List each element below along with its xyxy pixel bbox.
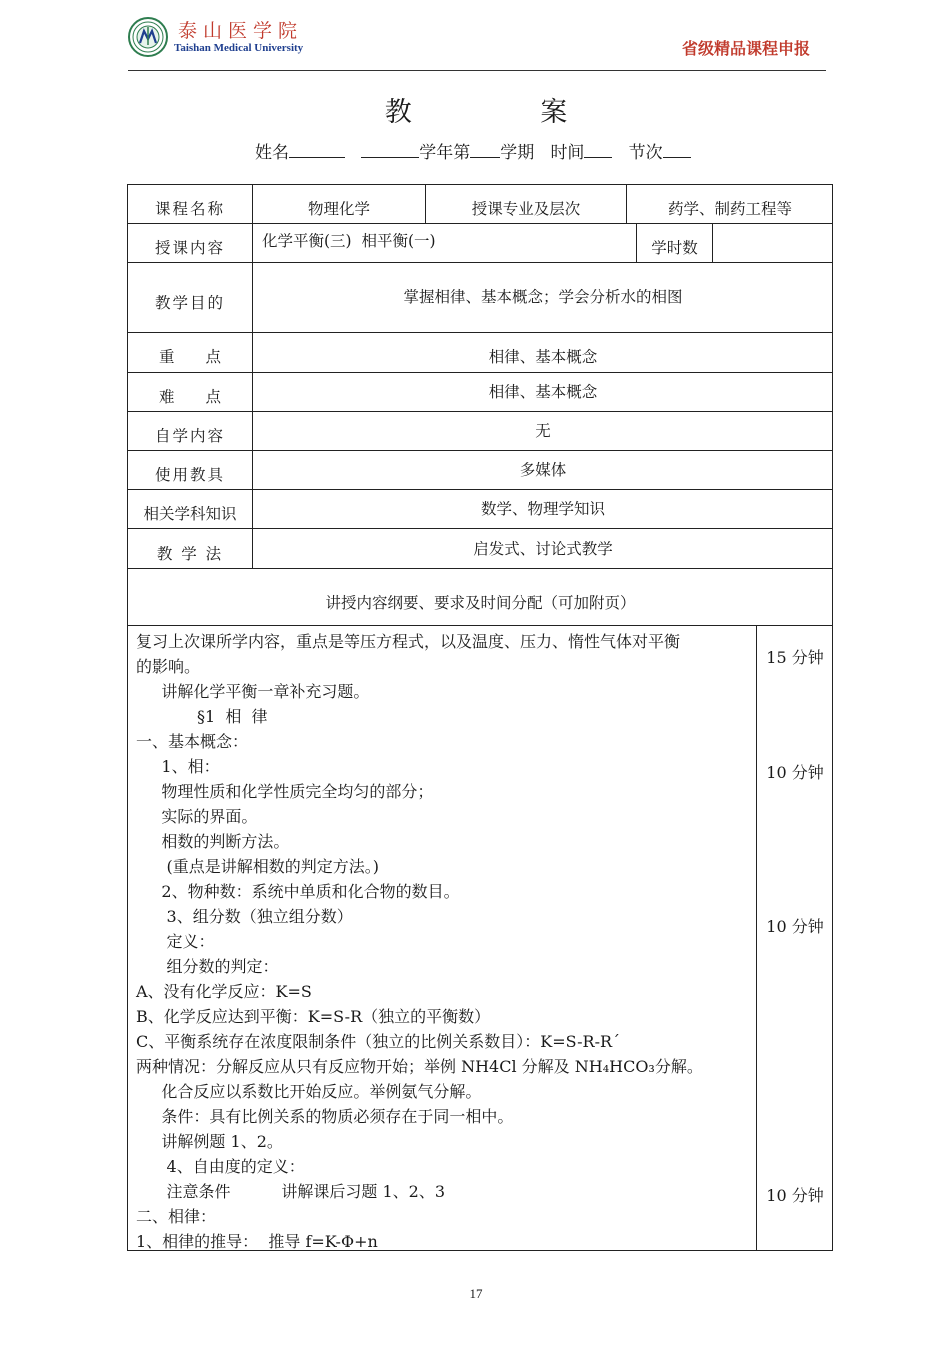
difficulty-label: 难 点 [158, 388, 221, 406]
year-label: 学年第 [419, 143, 471, 163]
info-line [255, 138, 691, 163]
content-line: 组分数的判定： [136, 957, 279, 976]
row-divider [127, 372, 833, 373]
tools-value: 多媒体 [519, 461, 567, 479]
time-allocation: 15 分钟 [766, 648, 824, 667]
time-allocation: 10 分钟 [766, 917, 824, 936]
content-line: C、平衡系统存在浓度限制条件（独立的比例关系数目）：K=S-R-R΄ [136, 1032, 621, 1051]
university-name-cn: 泰山医学院 [178, 20, 304, 42]
course-name-value: 物理化学 [307, 199, 370, 218]
content-line: A、没有化学反应：K=S [136, 982, 312, 1001]
period-label: 节次 [628, 143, 663, 163]
col-divider [756, 625, 757, 1251]
row-divider [127, 568, 833, 569]
content-value: 化学平衡(三) 相平衡(一) [262, 232, 436, 250]
selfstudy-label: 自学内容 [154, 427, 225, 445]
content-line: 3、组分数（独立组分数） [136, 907, 353, 926]
time-allocation: 10 分钟 [766, 763, 824, 782]
major-value: 药学、制药工程等 [667, 199, 792, 218]
major-label: 授课专业及层次 [471, 199, 581, 218]
row-divider [127, 625, 833, 626]
hours-value [713, 224, 833, 262]
time-allocation: 10 分钟 [766, 1186, 824, 1205]
tools-label: 使用教具 [154, 466, 225, 484]
term-blank [470, 143, 500, 158]
section-heading: §1 相 律 [136, 707, 268, 726]
course-name-label: 课程名称 [154, 199, 225, 218]
content-line: 注意条件 讲解课后习题 1、2、3 [136, 1182, 446, 1201]
university-name-en: Taishan Medical University [174, 42, 304, 54]
content-line: B、化学反应达到平衡：K=S-R（独立的平衡数） [136, 1007, 491, 1026]
content-line: (重点是讲解相数的判定方法。) [136, 857, 380, 876]
difficulty-value: 相律、基本概念 [488, 383, 598, 401]
content-line: 的影响。 [136, 657, 201, 676]
content-line: 两种情况：分解反应从只有反应物开始；举例 NH4Cl 分解及 NH₄HCO₃分解。 [136, 1057, 703, 1076]
content-line: 复习上次课所学内容，重点是等压方程式，以及温度、压力、惰性气体对平衡 [136, 632, 681, 651]
content-line: 物理性质和化学性质完全均匀的部分； [136, 782, 434, 801]
goal-label: 教学目的 [154, 294, 225, 312]
goal-value: 掌握相律、基本概念；学会分析水的相图 [403, 288, 683, 306]
row-divider [127, 450, 833, 451]
row-divider [127, 489, 833, 490]
year-blank [361, 143, 419, 158]
name-blank [289, 143, 345, 158]
content-line: 讲解例题 1、2。 [136, 1132, 283, 1151]
content-line: 一、基本概念： [136, 732, 249, 751]
related-label: 相关学科知识 [143, 505, 237, 523]
content-line: 实际的界面。 [136, 807, 258, 826]
row-divider [127, 262, 833, 263]
method-label: 教 学 法 [156, 544, 224, 563]
row-divider [127, 411, 833, 412]
header-divider [128, 70, 826, 71]
content-line: 1、相律的推导： 推导 f=K-Φ+n [136, 1232, 378, 1251]
content-line: 讲解化学平衡一章补充习题。 [136, 682, 370, 701]
name-label: 姓名 [255, 143, 289, 163]
content-line: 定义： [136, 932, 215, 951]
content-line: 1、相： [136, 757, 220, 776]
content-line: 4、自由度的定义： [136, 1157, 305, 1176]
row-divider [127, 528, 833, 529]
hours-label: 学时数 [651, 238, 698, 257]
university-seal-icon [128, 17, 168, 57]
period-blank [663, 143, 691, 158]
method-value: 启发式、讨论式教学 [473, 539, 613, 558]
content-line: 2、物种数：系统中单质和化合物的数目。 [136, 882, 460, 901]
time-label: 时间 [550, 143, 585, 163]
page-title: 教 案 [384, 97, 628, 128]
selfstudy-value: 无 [535, 422, 551, 440]
application-title: 省级精品课程申报 [681, 39, 810, 58]
page-number: 17 [469, 1286, 483, 1301]
outline-header: 讲授内容纲要、要求及时间分配（可加附页） [325, 594, 636, 612]
time-blank [584, 143, 612, 158]
lesson-content [136, 629, 756, 1254]
term-label: 学期 [500, 143, 535, 163]
related-value: 数学、物理学知识 [480, 500, 605, 518]
content-line: 条件：具有比例关系的物质必须存在于同一相中。 [136, 1107, 514, 1126]
content-line: 二、相律： [136, 1207, 217, 1226]
row-divider [127, 332, 833, 333]
content-line: 化合反应以系数比开始反应。举例氨气分解。 [136, 1082, 482, 1101]
content-label: 授课内容 [154, 239, 225, 257]
content-line: 相数的判断方法。 [136, 832, 290, 851]
key-label: 重 点 [158, 348, 221, 366]
key-value: 相律、基本概念 [488, 348, 598, 366]
